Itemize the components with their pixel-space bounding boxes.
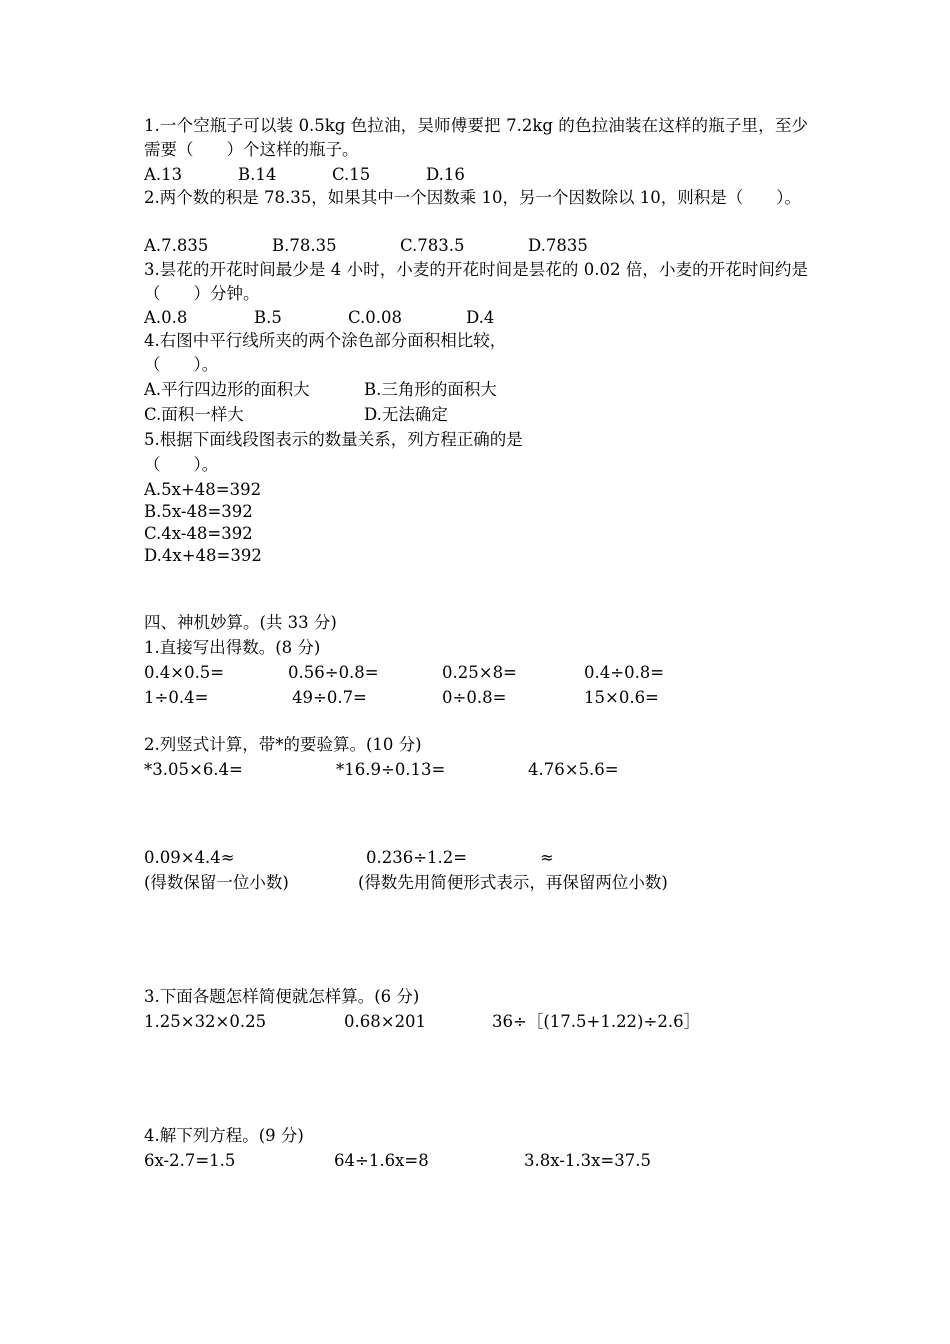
equation: 64÷1.6x=8 [334,1151,429,1170]
expression: 0.236÷1.2= [366,848,468,867]
option-a: A.平行四边形的面积大 [144,380,310,399]
option-d: D.16 [426,165,465,184]
question-5-text: 5.根据下面线段图表示的数量关系，列方程正确的是 [144,430,523,449]
expression: 36÷［(17.5+1.22)÷2.6］ [492,1012,701,1031]
rounding-note: (得数保留一位小数) [144,873,289,892]
part-2-row-1 [144,759,814,781]
option-a: A.0.8 [144,308,188,327]
question-3-text: 3.昙花的开花时间最少是 4 小时，小麦的开花时间是昙花的 0.02 倍，小麦的开花时间约是（ ）分钟。 [144,260,808,303]
option-b: B.三角形的面积大 [364,380,497,399]
option-b: B.5x-48=392 [144,502,253,521]
expression: *16.9÷0.13= [336,760,446,779]
expression: 1.25×32×0.25 [144,1012,267,1031]
part-3-row [144,1011,814,1033]
part-4-title: 4.解下列方程。(9 分) [144,1126,304,1145]
approx-sign: ≈ [540,848,554,867]
question-4-options-row2 [144,404,814,426]
option-c: C.4x-48=392 [144,524,253,543]
question-3-options [144,307,814,329]
part-1-row-2 [144,687,814,709]
part-1-title: 1.直接写出得数。(8 分) [144,638,321,657]
equation: 6x-2.7=1.5 [144,1151,236,1170]
expression: 0.25×8= [442,663,517,682]
expression: 4.76×5.6= [528,760,619,779]
expression: 0÷0.8= [442,688,507,707]
part-1-row-1 [144,662,814,684]
option-d: D.4x+48=392 [144,546,262,565]
expression: *3.05×6.4= [144,760,243,779]
expression: 1÷0.4= [144,688,209,707]
part-3-title: 3.下面各题怎样简便就怎样算。(6 分) [144,987,420,1006]
option-a: A.13 [144,165,183,184]
equation: 3.8x-1.3x=37.5 [524,1151,651,1170]
option-c: C.0.08 [348,308,403,327]
question-4-blank: （ ）。 [144,355,219,374]
option-b: B.5 [254,308,282,327]
option-b: B.14 [238,165,277,184]
option-d: D.7835 [528,236,588,255]
part-2-row-2 [144,847,814,869]
expression: 0.4×0.5= [144,663,225,682]
question-4-options-row1 [144,379,814,401]
question-5-blank: （ ）。 [144,455,219,474]
option-a: A.7.835 [144,236,209,255]
part-2-title: 2.列竖式计算，带*的要验算。(10 分) [144,735,422,754]
option-d: D.4 [466,308,495,327]
option-a: A.5x+48=392 [144,480,262,499]
option-c: C.面积一样大 [144,405,244,424]
expression: 0.09×4.4≈ [144,848,235,867]
rounding-note: (得数先用简便形式表示，再保留两位小数) [358,873,668,892]
expression: 0.68×201 [344,1012,427,1031]
expression: 0.4÷0.8= [584,663,665,682]
option-c: C.783.5 [400,236,465,255]
question-2-options [144,235,814,257]
option-c: C.15 [332,165,371,184]
part-2-notes [144,872,814,894]
question-4-text: 4.右图中平行线所夹的两个涂色部分面积相比较， [144,331,507,350]
question-1-text: 1.一个空瓶子可以装 0.5kg 色拉油，吴师傅要把 7.2kg 的色拉油装在这样的瓶子里，至少需要（ ）个这样的瓶子。 [144,116,808,159]
expression: 0.56÷0.8= [288,663,379,682]
question-1-options [144,164,814,186]
question-2-text: 2.两个数的积是 78.35，如果其中一个因数乘 10，另一个因数除以 10，则积是（ ）。 [144,188,801,207]
section-4-title: 四、神机妙算。(共 33 分) [144,613,337,632]
expression: 15×0.6= [584,688,659,707]
option-d: D.无法确定 [364,405,448,424]
part-4-row [144,1150,814,1172]
option-b: B.78.35 [272,236,337,255]
expression: 49÷0.7= [292,688,367,707]
